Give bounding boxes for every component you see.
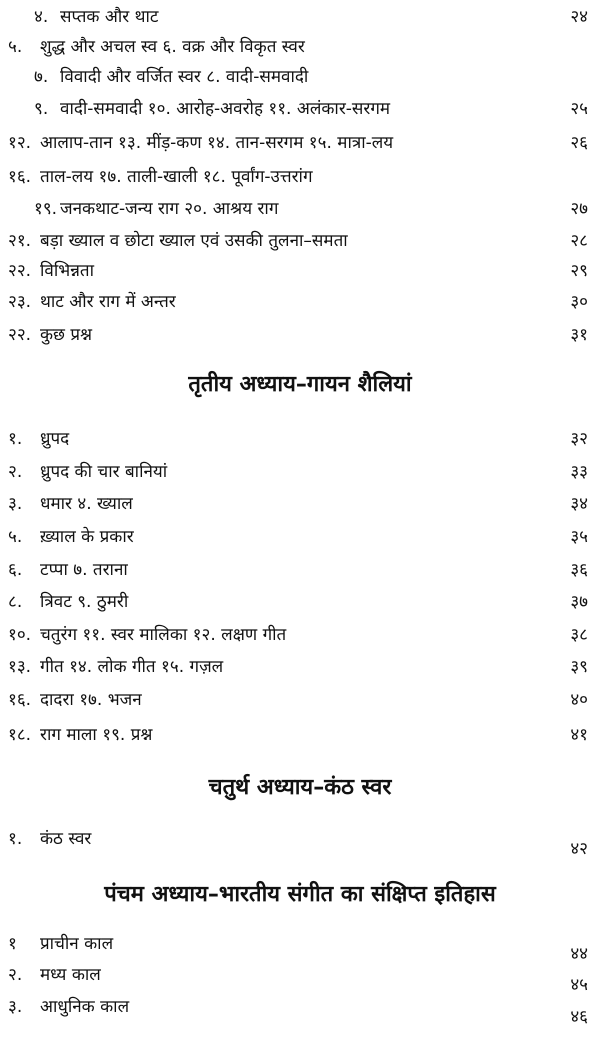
- entry-number: ५.: [8, 37, 23, 57]
- toc-entry: [0, 289, 600, 315]
- toc-entry: [0, 524, 600, 550]
- entry-title: विभिन्नता: [40, 261, 94, 281]
- entry-title: प्राचीन काल: [40, 934, 114, 954]
- toc-entry: [0, 687, 600, 713]
- toc-entry: [0, 622, 600, 648]
- toc-entry: [0, 994, 600, 1027]
- entry-number: १६.: [8, 690, 32, 710]
- entry-page: ४६: [570, 1007, 588, 1027]
- entry-title: राग माला १९. प्रश्न: [40, 725, 153, 745]
- entry-page: ३१: [570, 325, 588, 345]
- toc-entry: [0, 96, 600, 122]
- entry-title: मध्य काल: [40, 965, 101, 985]
- toc-entry: [0, 164, 600, 190]
- entry-number: ७.: [34, 67, 49, 87]
- entry-number: १०.: [8, 625, 32, 645]
- entry-number: १३.: [8, 657, 32, 677]
- entry-number: ८.: [8, 592, 23, 612]
- entry-page: ३९: [570, 657, 588, 677]
- entry-page: ३७: [570, 592, 588, 612]
- entry-title: जनकथाट-जन्य राग २०. आश्रय राग: [60, 199, 279, 219]
- toc-entry: [0, 196, 600, 222]
- toc-entry: [0, 826, 600, 859]
- entry-number: ६.: [8, 560, 23, 580]
- toc-entry: [0, 931, 600, 964]
- entry-number: २१.: [8, 231, 32, 251]
- entry-page: ४१: [570, 725, 588, 745]
- entry-title: दादरा १७. भजन: [40, 690, 142, 710]
- toc-entry: [0, 459, 600, 485]
- entry-title: थाट और राग में अन्तर: [40, 292, 176, 312]
- entry-number: १६.: [8, 167, 32, 187]
- chapter-heading: चतुर्थ अध्याय–कंठ स्वर: [208, 775, 392, 800]
- entry-title: कुछ प्रश्न: [40, 325, 93, 345]
- entry-number: २.: [8, 462, 23, 482]
- entry-title: धमार ४. ख्याल: [40, 494, 133, 514]
- toc-entry: [0, 426, 600, 452]
- entry-page: ३५: [570, 527, 588, 547]
- entry-number: १: [8, 934, 17, 954]
- entry-page: ३३: [570, 462, 588, 482]
- entry-number: १.: [8, 829, 23, 849]
- entry-page: ४५: [570, 975, 588, 995]
- entry-number: ३.: [8, 494, 23, 514]
- entry-page: २५: [570, 99, 588, 119]
- entry-title: ध्रुपद की चार बानियां: [40, 462, 168, 482]
- chapter-heading: पंचम अध्याय–भारतीय संगीत का संक्षिप्त इतिहास: [104, 882, 496, 907]
- entry-title: त्रिवट ९. ठुमरी: [40, 592, 129, 612]
- entry-number: १.: [8, 429, 23, 449]
- entry-title: बड़ा ख्याल व छोटा ख्याल एवं उसकी तुलना–समता: [40, 231, 348, 251]
- entry-number: १२.: [8, 133, 32, 153]
- entry-page: ३०: [570, 292, 588, 312]
- toc-entry: [0, 228, 600, 254]
- toc-entry: [0, 130, 600, 156]
- toc-entry: [0, 322, 600, 348]
- entry-page: २८: [570, 231, 588, 251]
- entry-page: ४२: [570, 839, 588, 859]
- entry-title: शुद्ध और अचल स्व ६. वक्र और विकृत स्वर: [40, 37, 305, 57]
- entry-number: २२.: [8, 325, 32, 345]
- entry-page: २७: [570, 199, 588, 219]
- entry-title: कंठ स्वर: [40, 829, 92, 849]
- entry-number: १९.: [34, 199, 58, 219]
- toc-entry: [0, 491, 600, 517]
- entry-page: २४: [570, 7, 588, 27]
- chapter-heading: तृतीय अध्याय–गायन शैलियां: [188, 372, 412, 397]
- entry-page: ३८: [570, 625, 588, 645]
- entry-title: टप्पा ७. तराना: [40, 560, 128, 580]
- entry-title: सप्तक और थाट: [60, 7, 159, 27]
- entry-title: विवादी और वर्जित स्वर ८. वादी-समवादी: [60, 67, 309, 87]
- entry-number: ९.: [34, 99, 49, 119]
- entry-title: ख़्याल के प्रकार: [40, 527, 134, 547]
- entry-number: २३.: [8, 292, 32, 312]
- entry-title: ताल-लय १७. ताली-खाली १८. पूर्वांग-उत्तरांग: [40, 167, 313, 187]
- entry-page: ३६: [570, 560, 588, 580]
- entry-number: ४.: [34, 7, 49, 27]
- entry-number: ५.: [8, 527, 23, 547]
- entry-page: ४४: [570, 944, 588, 964]
- entry-title: गीत १४. लोक गीत १५. गज़ल: [40, 657, 224, 677]
- entry-number: २.: [8, 965, 23, 985]
- toc-entry: [0, 4, 600, 30]
- entry-number: २२.: [8, 261, 32, 281]
- entry-page: ३२: [570, 429, 588, 449]
- entry-number: १८.: [8, 725, 32, 745]
- entry-title: वादी-समवादी १०. आरोह-अवरोह ११. अलंकार-सरगम: [60, 99, 391, 119]
- toc-entry: [0, 654, 600, 680]
- toc-entry: [0, 722, 600, 748]
- entry-title: आलाप-तान १३. मींड़-कण १४. तान-सरगम १५. मात्रा-लय: [40, 133, 394, 153]
- entry-title: चतुरंग ११. स्वर मालिका १२. लक्षण गीत: [40, 625, 287, 645]
- toc-entry: [0, 34, 600, 60]
- entry-page: ४०: [570, 690, 588, 710]
- entry-title: आधुनिक काल: [40, 997, 130, 1017]
- toc-entry: [0, 962, 600, 995]
- toc-entry: [0, 557, 600, 583]
- entry-page: २६: [570, 133, 588, 153]
- entry-page: ३४: [570, 494, 588, 514]
- toc-entry: [0, 64, 600, 90]
- toc-entry: [0, 589, 600, 615]
- entry-title: ध्रुपद: [40, 429, 70, 449]
- toc-entry: [0, 258, 600, 284]
- entry-number: ३.: [8, 997, 23, 1017]
- entry-page: २९: [570, 261, 588, 281]
